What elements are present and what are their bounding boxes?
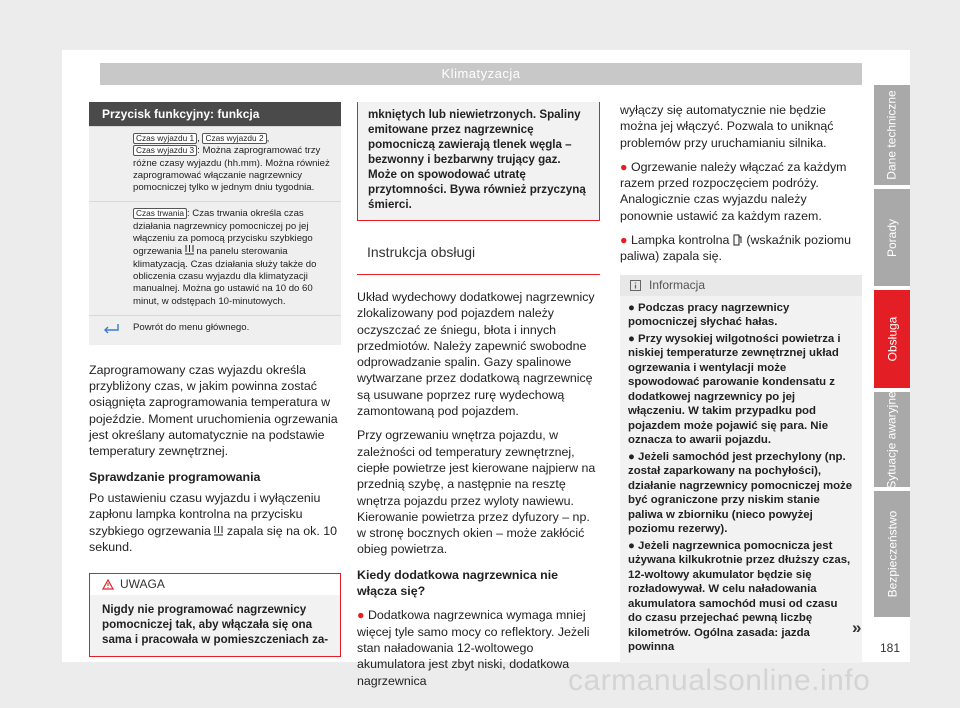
tab-sytuacje-awaryjne[interactable]: Sytuacje awaryjne [874, 392, 910, 487]
watermark: carmanualsonline.info [568, 664, 871, 697]
function-row: Czas wyjazdu 1 , Czas wyjazdu 2 , Czas wyjazdu 3 : Można zaprogramować trzy różne czasy wyjazdu (hh.mm). Można również zaprogramować włączanie nagrzewnicy pomocniczej tylko w jednym dniu tygodnia. [89, 126, 341, 201]
tab-porady[interactable]: Porady [874, 189, 910, 286]
warning-triangle-icon [102, 579, 114, 590]
fuel-gauge-icon [733, 234, 743, 246]
subheading: Sprawdzanie programowania [89, 469, 261, 484]
function-row-text: Powrót do menu głównego. [133, 321, 250, 333]
tab-dane-techniczne[interactable]: Dane techniczne [874, 85, 910, 185]
info-icon [630, 280, 641, 291]
warning-text: Nigdy nie programować nagrzewnicy pomocniczej tak, aby włączała się ona sama i pracowała w pomieszczeniach za- [90, 595, 340, 656]
rear-heat-icon [185, 245, 194, 255]
info-box [620, 275, 862, 663]
rear-heat-icon [214, 526, 223, 536]
warning-box [89, 573, 341, 657]
key-departure-1: Czas wyjazdu 1 [133, 133, 197, 144]
info-item: ● Jeżeli nagrzewnica pomocnicza jest używana kilkukrotnie przez dłuższy czas, 12-woltowy akumulator będzie się rozładowywał. W celu naładowania akumulatora samochód musi od czasu do czasu przejechać pewną liczbę kilometrów. Ogólna zasada: jazda powinna [628, 539, 851, 654]
column-right [620, 102, 862, 663]
bullet-item: ● Ogrzewanie należy włączać za każdym razem przed rozpoczęciem podróży. Analogicznie czas wyjazdu należy ponownie ustawić za każdym razem. [620, 159, 847, 223]
continue-arrow: » [852, 618, 862, 637]
paragraph: Przy ogrzewaniu wnętrza pojazdu, w zależności od temperatury zewnętrznej, ciepłe powietrze jest kierowane najpierw na przednią szybę, a następnie na resztę wnętrza pojazdu przez wyloty nawiewu. Kierowanie powietrza przez dyfuzory – np. w stronę bocznych okien – może zakłócić obieg powietrza. [357, 428, 596, 557]
function-table-heading: Przycisk funkcyjny: funkcja [89, 102, 341, 126]
bullet-item: ● Dodatkowa nagrzewnica wymaga mniej więcej tyle samo mocy co reflektory. Jeżeli stan naładowania 12-woltowego akumulatora jest zbyt niski, dodatkowa nagrzewnica [357, 608, 590, 688]
column-left [89, 102, 341, 657]
function-table [89, 102, 341, 345]
page-number: 181 [880, 641, 901, 655]
paragraph: wyłączy się automatycznie nie będzie można jej włączyć. Pozwala to uniknąć problemów przy uruchamianiu silnika. [620, 103, 834, 150]
subheading: Kiedy dodatkowa nagrzewnica nie włącza się? [357, 567, 559, 599]
page-title: Klimatyzacja [100, 63, 862, 85]
column-middle [357, 102, 600, 689]
return-arrow-icon [102, 323, 120, 335]
info-item: ● Podczas pracy nagrzewnicy pomocniczej słychać hałas. [628, 301, 790, 329]
function-row-text: Można zaprogramować trzy różne czasy wyjazdu (hh.mm). Można również zaprogramować włączanie nagrzewnicy pomocniczej tylko w jednym dniu tygodnia. [133, 145, 330, 194]
section-heading: Instrukcja obsługi [357, 241, 600, 275]
paragraph: Zaprogramowany czas wyjazdu określa przybliżony czas, w jakim powinna zostać osiągnięta zaprogramowania temperatura w pojeździe. Moment uruchomienia ogrzewania jest określany automatycznie na podstawie temperatury zewnętrznej. [89, 362, 338, 459]
key-duration: Czas trwania [133, 208, 187, 219]
function-row-text: : Czas trwania określa czas działania nagrzewnicy pomocniczej po jej włączeniu za pomocą przycisku szybkiego ogrzewania [133, 208, 313, 258]
function-row-text: na panelu sterowania klimatyzacją. Czas działania służy także do obliczenia czasu wyjazdu dla klimatyzacji manualnej. Można go ustawić na 10 do 60 minut, w odstępach 10-minutowych. [133, 246, 317, 307]
info-label: Informacja [649, 277, 706, 292]
key-departure-3: Czas wyjazdu 3 [133, 145, 197, 156]
key-departure-2: Czas wyjazdu 2 [202, 133, 266, 144]
bullet-item: ● Lampka kontrolna (wskaźnik poziomu paliwa) zapala się. [620, 233, 852, 264]
tab-bezpieczenstwo[interactable]: Bezpieczeństwo [874, 491, 910, 617]
paragraph: Po ustawieniu czasu wyjazdu i wyłączeniu zapłonu lampka kontrolna na przycisku szybkiego ogrzewania zapala się na ok. 10 sekund. [89, 490, 338, 554]
function-row [89, 201, 341, 314]
function-row [89, 315, 341, 345]
paragraph: Układ wydechowy dodatkowej nagrzewnicy zlokalizowany pod pojazdem należy oczyszczać ze śniegu, błota i innych przedmiotów. Należy zapewnić swobodne odprowadzanie spalin. Gazy spalinowe wytwarzane przez dodatkową nagrzewnicę są usuwane poprzez rurę wydechową zamontowaną pod pojazdem. [357, 290, 595, 419]
tab-obsluga[interactable]: Obsługa [874, 290, 910, 388]
info-item: ● Przy wysokiej wilgotności powietrza i niskiej temperaturze zewnętrznej układ ogrzewania i wentylacji może spowodować parowanie kondensatu z dodatkowej nagrzewnicy po jej włączeniu. W takim przypadku pod pojazdem może pojawić się para. Nie oznacza to awarii pojazdu. [628, 332, 841, 447]
warning-continuation: mkniętych lub niewietrzonych. Spaliny emitowane przez nagrzewnicę pomocniczą zawierają tlenek węgla – bezwonny i bezbarwny trujący gaz. Może on spowodować utratę przytomności. Bywa również przyczyną śmierci. [357, 102, 600, 221]
info-item: ● Jeżeli samochód jest przechylony (np. został zaparkowany na pochyłości), działanie nagrzewnicy pomocniczej może być ograniczone przy niskim stanie paliwa w zbiorniku (nieco powyżej poziomu rezerwy). [628, 450, 853, 536]
warning-label: UWAGA [120, 577, 165, 592]
